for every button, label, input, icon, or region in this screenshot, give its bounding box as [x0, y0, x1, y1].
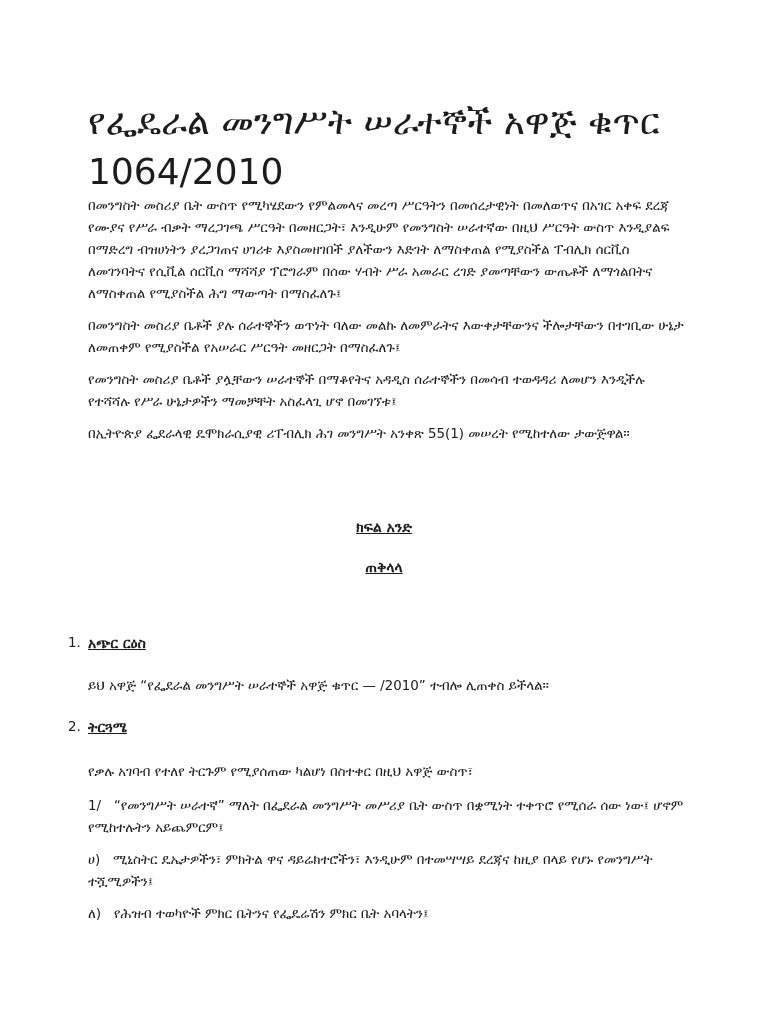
article-title-short-title: አጭር ርዕስ	[88, 636, 146, 652]
section-heading-general: ጠቅላላ	[365, 560, 403, 576]
definition-item-le-label: ለ)	[88, 907, 102, 922]
preamble-paragraph-4: በኢትዮጵያ ፌደራላዊ ዴሞክራሲያዊ ሪፐብሊክ ሕገ መንግሥት አንቀጽ 55(1) መሠረት የሚከተለው ታውጅዋል።	[88, 427, 630, 442]
definition-item-ha-text: ሚኒስትር ዴኤታዎችን፣ ምክትል ዋና ዳይሬክተሮችን፣ እንዲሁም በተመሣሣይ ደረጃና ከዚያ በላይ የሆኑ የመንግሥት ተሿሚዎችን፤	[88, 853, 653, 890]
definition-item-1-text: “የመንግሥት ሠራተኛ” ማለት በፌደራል መንግሥት መሥሪያ ቤት ውስጥ በቋሚነት ተቀጥሮ የሚሰራ ሰው ነው፤ ሆኖም የሚከተሉትን አይጨምርም፤	[88, 799, 684, 836]
preamble-paragraph-2: በመንግስት መስሪያ ቤቶች ያሉ ሰራተኞችን ወጥነት ባለው መልኩ ለመምራትና እውቀታቸውንና ችሎታቸውን በተገቢው ሁኔታ ለመጠቀም የሚያስችል የአሠራር ሥርዓት መዘርጋት በማስፈለጉ፤	[88, 319, 684, 356]
definition-item-ha-label: ሀ)	[88, 853, 101, 868]
definition-item-ha	[88, 850, 688, 894]
article-title-definitions: ትርጓሜ	[88, 720, 127, 736]
article-number-2: 2.	[68, 720, 81, 735]
definition-item-le	[88, 904, 688, 926]
definition-item-le-text: የሕዝብ ተወካዮች ምክር ቤትንና የፌዴሬሽን ምክር ቤት አባላትን፤	[113, 907, 429, 922]
preamble-paragraph-1: በመንግስት መስሪያ ቤት ውስጥ የሚካሄደውን የምልመላና መረጣ ሥርዓትን በመሰረታዊነት በመለወጥና በአገር አቀፍ ደረጃ የሙያና የሥራ ብቃት ማረጋገጫ ሥርዓት በመዘርጋት፣ እንዲሁም የመንግስት ሠራተኛው በዚህ ሥርዓት ውስጥ እንዲያልፍ በማድረግ ብዝሀነትን ያረጋገጠና ሀገሪቱ እያስመዘገበች ያለችውን እድገት ለማስቀጠል የሚያስችል ፐብሊክ ሰርቪስ ለመገንባትና የሲቪል ሰርቪስ ማሻሻያ ፕሮግራም በሰው ሃብት ሥራ አመራር ረገድ ያመጣቸውን ውጤቶች ለማጎልበትና ለማስቀጠል የሚያስችል ሕግ ማውጣት በማስፈለጉ፤	[88, 199, 670, 302]
article-text-short-title: ይህ አዋጅ “የፌደራል መንግሥት ሠራተኞች አዋጅ ቁጥር — /2010” ተብሎ ሊጠቀስ ይችላል።	[88, 679, 549, 694]
article-number-1: 1.	[68, 636, 81, 651]
page-title: የፌዴራል መንግሥት ሠራተኞች አዋጅ ቁጥር 1064/2010	[88, 102, 660, 193]
preamble-paragraph-3: የመንግስት መስሪያ ቤቶች ያሏቸውን ሠራተኞች በማቆየትና አዳዲስ ሰራተኞችን በመሳብ ተወዳዳሪ ለመሆን እንዲችሉ የተሻሻሉ የሥራ ሁኔታዎችን ማመቻቸት አስፈላጊ ሆኖ በመገኘቱ፤	[88, 373, 645, 410]
definition-item-1-label: 1/	[88, 799, 102, 814]
definition-item-1	[88, 796, 688, 840]
article-text-definitions: የቃሉ አገባብ የተለየ ትርጉም የሚያሰጠው ካልሆነ በስተቀር በዚህ አዋጅ ውስጥ፣	[88, 765, 474, 780]
part-heading: ክፍል አንድ	[356, 520, 412, 536]
